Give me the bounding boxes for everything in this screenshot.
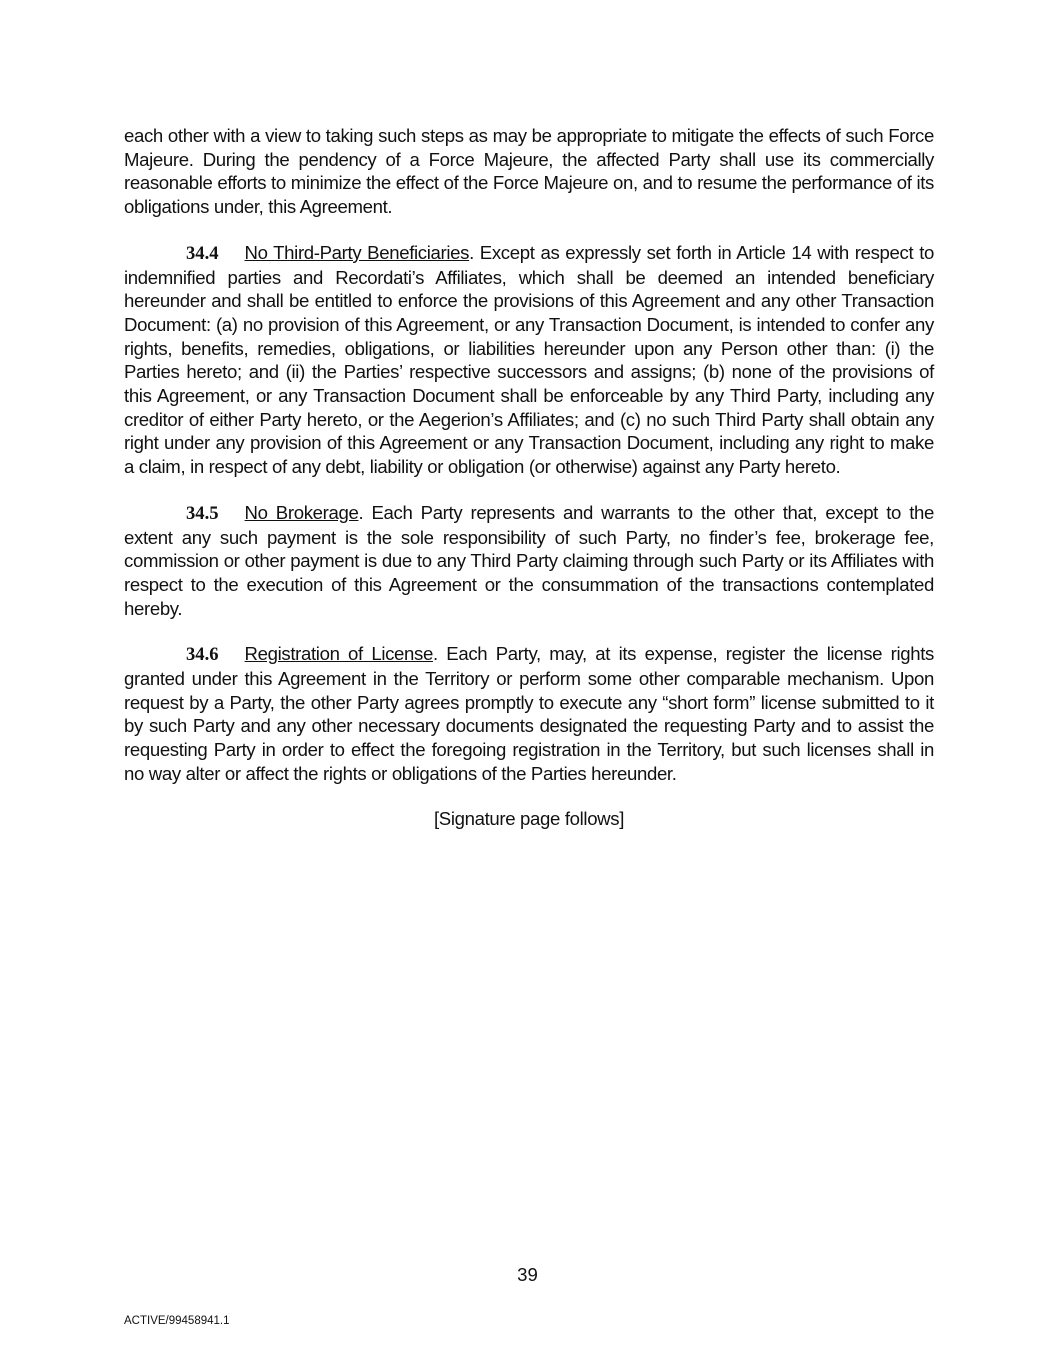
section-heading: No Third-Party Beneficiaries [244, 241, 470, 263]
document-id: ACTIVE/99458941.1 [124, 1315, 230, 1327]
section-text: . Except as expressly set forth in Article 14 with respect to indemnified parties and Recordati’s Affiliates, which shall be deemed an intended beneficiary hereunder and shall be entitled to enforce the provisions of this Agreement and any other Transaction Document: (a) no provision of this Agreement, or any Transaction Document, is intended to confer any rights, benefits, remedies, obligations, or liabilities hereunder upon any Person other than: (i) the Parties hereto; and (ii) the Parties’ respective successors and assigns; (b) none of the provisions of this Agreement, or any Transaction Document shall be enforceable by any Third Party, including any creditor of either Party hereto, or the Aegerion’s Affiliates; and (c) no such Third Party shall obtain any right under any provision of this Agreement or any Transaction Document, including any right to make a claim, in respect of any debt, liability or obligation (or otherwise) against any Party hereto. [124, 241, 935, 478]
opening-paragraph: each other with a view to taking such steps as may be appropriate to mitigate the effects of such Force Majeure. During the pendency of a Force Majeure, the affected Party shall use its commercially reasonable efforts to minimize the effect of the Force Majeure on, and to resume the performance of its obligations under, this Agreement. [124, 125, 934, 218]
document-page [124, 124, 934, 830]
section-text: . Each Party, may, at its expense, register the license rights granted under this Agreement in the Territory or perform some other comparable mechanism. Upon request by a Party, the other Party agrees promptly to execute any “short form” license submitted to it by such Party and any other necessary documents designated the requesting Party and to assist the requesting Party in order to effect the foregoing registration in the Territory, but such licenses shall in no way alter or affect the rights or obligations of the Parties hereunder. [124, 643, 934, 784]
section-heading: No Brokerage [244, 501, 359, 523]
section-number: 34.4 [186, 242, 219, 264]
section-34-6 [124, 642, 934, 785]
page-number: 39 [517, 1264, 538, 1285]
section-34-4 [124, 241, 934, 479]
section-number: 34.6 [186, 644, 219, 666]
section-number: 34.5 [186, 502, 219, 524]
section-34-5 [124, 501, 934, 621]
section-text: . Each Party represents and warrants to the other that, except to the extent any such payment is the sole responsibility of such Party, no finder’s fee, brokerage fee, commission or other payment is due to any Third Party claiming through such Party or its Affiliates with respect to the execution of this Agreement or the consummation of the transactions contemplated hereby. [124, 501, 934, 619]
section-heading: Registration of License [244, 643, 433, 665]
signature-page-note: [Signature page follows] [433, 807, 625, 829]
